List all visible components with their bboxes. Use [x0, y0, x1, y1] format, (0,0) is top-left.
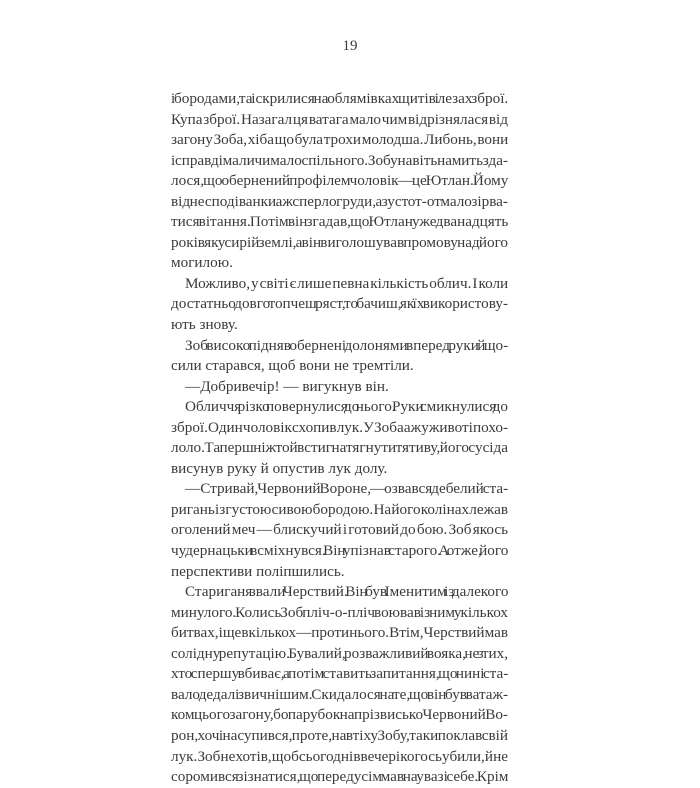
text-line: чудернацьки всміхнувся. Він упізнав старого. А отже, його: [171, 542, 509, 560]
text-line: ригань із густою сивою бородою. На його колінах лежав: [171, 500, 508, 518]
text-line: зброї. Один чоловік схопив лук. У Зоба аж у животі похо-: [171, 418, 508, 436]
text-line: Обличчя різко повернулися до нього. Руки смикнулися до: [185, 398, 508, 416]
text-line: рон, хоч і насупився, проте, на втіху Зобу, таки поклав свій: [171, 726, 508, 744]
text-line: Купа зброї. Назагал ця ватага мало чим відрізнялася від: [171, 110, 508, 128]
text-line: достатньо довго топчеш ряст, то бачиш, як їх використову-: [171, 295, 508, 313]
text-line: битвах, і ще в кількох — проти нього. Втім, Черствий мав: [171, 624, 508, 642]
text-line: минулого. Колись Зоб пліч-о-пліч воював із ним у кількох: [171, 603, 508, 621]
text-line: і справді мали чимало спільного. Зобу навіть на мить зда-: [171, 151, 508, 169]
text-line: висунув руку й опустив лук долу.: [171, 459, 388, 477]
text-line: ком цього загону, бо парубок на прізвисько Червоний Во-: [171, 706, 508, 724]
text-line: ють знову.: [171, 316, 238, 334]
text-line: лося, що обернений профілем чоловік — це Ютлан. Йому: [171, 172, 509, 190]
text-line: солідну репутацію. Бувалий, розважливий вояка, не з тих,: [171, 644, 509, 662]
text-line: загону Зоба, хіба що була трохи молодша. Либонь, вони: [171, 131, 509, 149]
text-line: оголений меч — блискучий і готовий до бою. Зоб якось: [171, 521, 508, 539]
text-line: хто спершу вбиває, а потім ставить запитання, що нині ста-: [171, 665, 509, 683]
text-line: могилою.: [171, 254, 233, 272]
page-number: 19: [342, 38, 358, 54]
text-line: лук. Зоб не хотів, щоб сьогодні ввечері когось убили, й не: [171, 747, 508, 765]
text-line: Стариганя звали Черствий. Він був Іменитим із далекого: [185, 583, 509, 601]
text-line: лоло. Та перш ніж той встиг натягнути тятиву, його сусіда: [171, 439, 508, 457]
text-line: і бородами, та іскрилися на облямівках щитів і лезах зброї.: [171, 90, 509, 107]
text-line: тися вітання. Потім він згадав, що Ютлан уже дванадцять: [171, 213, 509, 231]
text-line: соромився зізнатися, що передусім мав на увазі себе. Крім: [171, 768, 509, 786]
text-line: перспективи поліпшились.: [171, 562, 345, 580]
text-line: Можливо, у світі є лише певна кількість облич. І коли: [185, 274, 509, 292]
text-line: сили старався, щоб вони не тремтіли.: [171, 357, 414, 375]
text-line: —Добривечір! — вигукнув він.: [185, 377, 389, 395]
text-line: вало дедалі звичнішим. Скидалося на те, що він був ватаж-: [171, 685, 509, 703]
text-line: від несподіванки аж сперло груди, а з уст от-от мало зірва-: [171, 192, 508, 210]
text-line: —Стривай, Червоний Вороне, — озвався дебелий ста-: [185, 480, 509, 498]
text-line: Зоб високо підняв обернені долонями вперед руки й що-: [185, 336, 509, 354]
text-line: років як у сирій землі, а він виголошував промову над його: [171, 233, 509, 251]
body-text: [171, 89, 508, 788]
